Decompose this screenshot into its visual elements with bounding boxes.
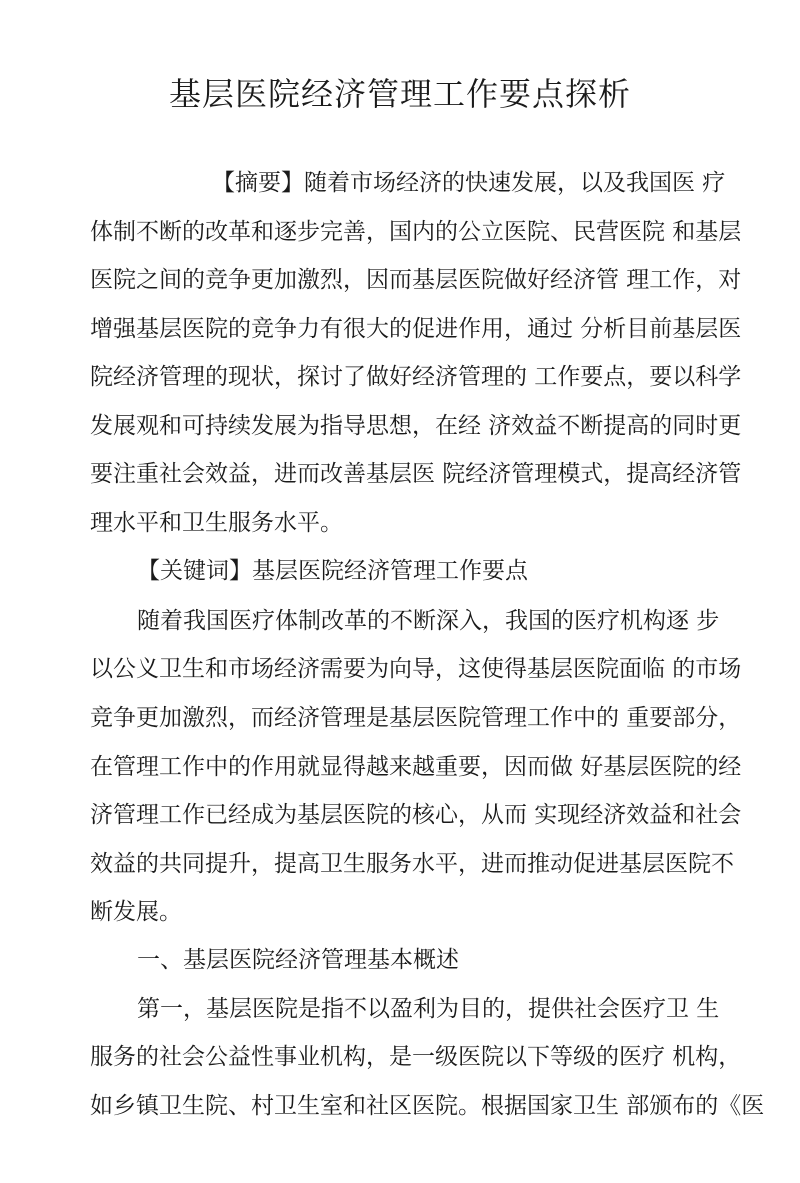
paragraph-line: 以公义卫生和市场经济需要为向导，这使得基层医院面临 的市场: [90, 656, 742, 682]
paragraph-line: 第一，基层医院是指不以盈利为目的，提供社会医疗卫 生: [137, 996, 720, 1022]
paragraph-line: 效益的共同提升，提高卫生服务水平，进而推动促进基层医院不: [90, 851, 734, 877]
abstract-line: 【摘要】随着市场经济的快速发展，以及我国医 疗: [212, 170, 726, 196]
abstract-line: 理水平和卫生服务水平。: [90, 510, 343, 536]
paragraph-line: 服务的社会公益性事业机构，是一级医院以下等级的医疗 机构，: [90, 1044, 742, 1070]
document-title: 基层医院经济管理工作要点探析: [168, 75, 631, 113]
abstract-line: 发展观和可持续发展为指导思想，在经 济效益不断提高的同时更: [90, 413, 742, 439]
abstract-line: 要注重社会效益，进而改善基层医 院经济管理模式，提高经济管: [90, 461, 742, 487]
abstract-line: 增强基层医院的竞争力有很大的促进作用，通过 分析目前基层医: [90, 316, 742, 342]
keywords: 【关键词】基层医院经济管理工作要点: [137, 558, 528, 584]
abstract-line: 院经济管理的现状，探讨了做好经济管理的 工作要点，要以科学: [90, 364, 742, 390]
paragraph-line: 在管理工作中的作用就显得越来越重要，因而做 好基层医院的经: [90, 754, 742, 780]
paragraph-line: 随着我国医疗体制改革的不断深入，我国的医疗机构逐 步: [137, 608, 720, 634]
abstract-line: 体制不断的改革和逐步完善，国内的公立医院、民营医院 和基层: [90, 219, 742, 245]
paragraph-line: 竞争更加激烈，而经济管理是基层医院管理工作中的 重要部分，: [90, 705, 742, 731]
paragraph-line: 断发展。: [90, 899, 182, 925]
paragraph-line: 如乡镇卫生院、村卫生室和社区医院。根据国家卫生 部颁布的《医: [90, 1093, 765, 1119]
section-heading: 一、基层医院经济管理基本概述: [137, 947, 459, 973]
abstract-line: 医院之间的竞争更加激烈，因而基层医院做好经济管 理工作，对: [90, 267, 742, 293]
paragraph-line: 济管理工作已经成为基层医院的核心，从而 实现经济效益和社会: [90, 802, 742, 828]
